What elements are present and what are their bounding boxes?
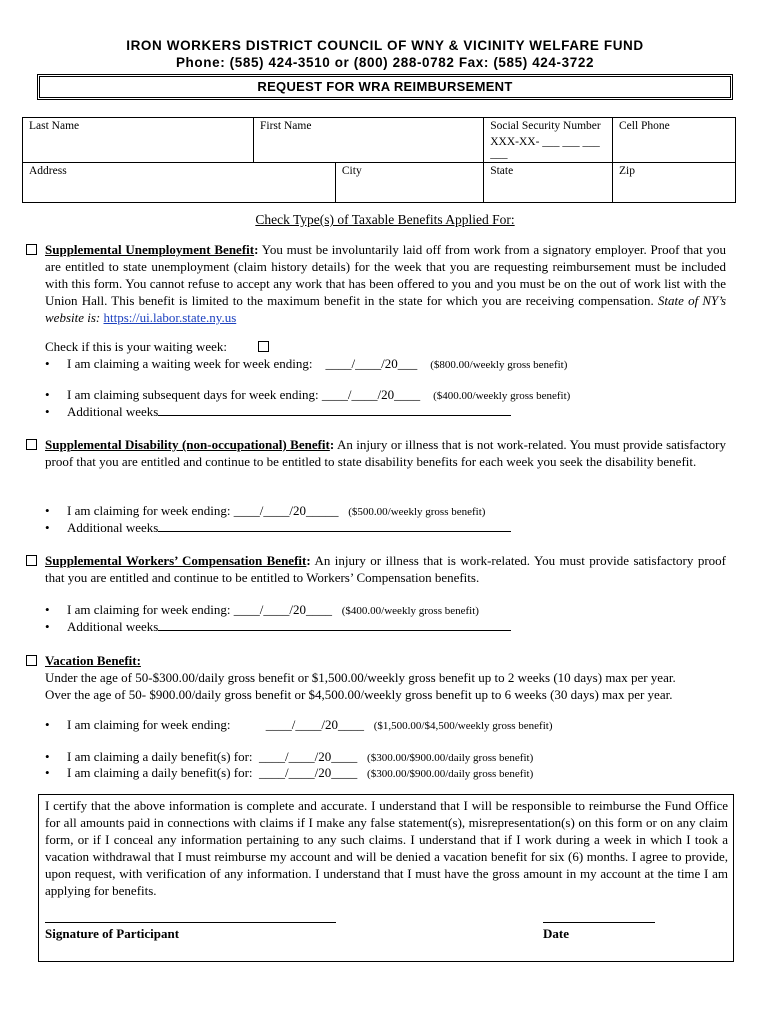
disability-claim-text: I am claiming for week ending: xyxy=(67,503,231,518)
disability-text: An injury or illness that is not work-related. You must provide satisfactory proof that you are entitled and continue to be entitled to state disability benefits for each week you seek the disability benefit. xyxy=(45,437,726,469)
subsequent-days-text: I am claiming subsequent days for week ending: xyxy=(67,387,319,402)
vacation-daily-row-2 xyxy=(45,764,533,783)
unemployment-additional-row xyxy=(45,403,511,420)
vacation-checkbox[interactable] xyxy=(26,655,37,666)
disability-additional-row xyxy=(45,519,511,536)
cell-phone-field[interactable] xyxy=(613,118,736,163)
bullet-icon: • xyxy=(45,619,50,634)
bullet-icon: • xyxy=(45,520,50,535)
zip-label: Zip xyxy=(619,165,635,177)
waiting-week-checkbox[interactable] xyxy=(258,341,269,352)
workers-comp-additional-row xyxy=(45,618,511,635)
unemployment-additional-input[interactable] xyxy=(158,403,511,416)
city-field[interactable] xyxy=(335,163,483,203)
zip-field[interactable] xyxy=(613,163,736,203)
waiting-week-date[interactable]: ____/____/20___ xyxy=(325,356,418,371)
vacation-daily-amount-1: ($300.00/$900.00/daily gross benefit) xyxy=(367,752,534,764)
state-field[interactable] xyxy=(484,163,613,203)
vacation-daily-date-1[interactable]: ____/____/20____ xyxy=(259,749,358,764)
subsequent-days-amount: ($400.00/weekly gross benefit) xyxy=(433,390,571,402)
disability-additional-input[interactable] xyxy=(158,519,511,532)
workers-comp-additional-label: Additional weeks xyxy=(67,619,159,634)
ssn-mask: XXX-XX- ___ ___ ___ ___ xyxy=(490,136,600,160)
disability-claim-date[interactable]: ____/____/20_____ xyxy=(233,503,339,518)
disability-claim-amount: ($500.00/weekly gross benefit) xyxy=(348,506,486,518)
ssn-field[interactable] xyxy=(484,118,613,163)
vacation-title: Vacation Benefit: xyxy=(45,653,141,668)
workers-comp-additional-input[interactable] xyxy=(158,618,511,631)
disability-title: Supplemental Disability (non-occupational) Benefit xyxy=(45,437,330,452)
vacation-under-50: Under the age of 50-$300.00/daily gross benefit or $1,500.00/weekly gross benefit up to 2 weeks (10 days) max per year. xyxy=(45,670,676,685)
disability-checkbox[interactable] xyxy=(26,439,37,450)
disability-additional-label: Additional weeks xyxy=(67,520,159,535)
waiting-week-text: I am claiming a waiting week for week ending: xyxy=(67,356,313,371)
ssn-label: Social Security Number xyxy=(490,120,601,132)
disability-section: Supplemental Disability (non-occupational) Benefit: An injury or illness that is not work-related. You must provide satisfactory proof that you are entitled and continue to be entitled to state disability benefits for each week you seek the disability benefit. xyxy=(45,437,726,469)
workers-comp-title: Supplemental Workers’ Compensation Benefit xyxy=(45,553,307,568)
last-name-field[interactable] xyxy=(23,118,254,163)
signature-line[interactable] xyxy=(45,922,336,923)
vacation-week-text: I am claiming for week ending: xyxy=(67,717,231,732)
bullet-icon: • xyxy=(45,503,50,518)
ny-website-label: State of NY’s website is: xyxy=(45,293,726,325)
bullet-icon: • xyxy=(45,387,50,402)
unemployment-text: You must be involuntarily laid off from work from a signatory employer. Proof that you are entitled to state unemployment (claim history details) for the week that you are requesting reimbursement must be included with this form. You cannot refuse to accept any work that has been offered to you and you must be on the out of work list with the Union Hall. This benefit is limited to the maximum benefit in the state for which you are receiving compensation. xyxy=(45,242,726,308)
workers-comp-text: An injury or illness that is work-related. You must provide satisfactory proof that you are entitled and continue to be entitled to Workers’ Compensation benefits. xyxy=(45,553,726,585)
vacation-week-amount: ($1,500.00/$4,500/weekly gross benefit) xyxy=(373,720,553,732)
waiting-week-check-row xyxy=(45,338,227,355)
address-label: Address xyxy=(29,165,67,177)
bullet-icon: • xyxy=(45,602,50,617)
workers-comp-claim-amount: ($400.00/weekly gross benefit) xyxy=(341,605,479,617)
workers-comp-claim-date[interactable]: ____/____/20____ xyxy=(233,602,333,617)
vacation-daily-date-2[interactable]: ____/____/20____ xyxy=(259,765,358,780)
vacation-week-date[interactable]: ____/____/20____ xyxy=(265,717,365,732)
subsequent-days-date[interactable]: ____/____/20____ xyxy=(321,387,421,402)
date-label: Date xyxy=(543,926,569,941)
first-name-field[interactable] xyxy=(254,118,484,163)
check-types-heading: Check Type(s) of Taxable Benefits Applied For: xyxy=(255,212,515,227)
contact-phone: Phone: (585) 424-3510 or (800) 288-0782 Fax: (585) 424-3722 xyxy=(175,55,595,70)
vacation-daily-text-2: I am claiming a daily benefit(s) for: xyxy=(67,765,253,780)
vacation-daily-text-1: I am claiming a daily benefit(s) for: xyxy=(67,749,253,764)
ny-website-link[interactable]: https://ui.labor.state.ny.us xyxy=(103,310,237,325)
unemployment-title: Supplemental Unemployment Benefit xyxy=(45,242,255,257)
waiting-week-check-label: Check if this is your waiting week: xyxy=(45,339,227,354)
signature-label: Signature of Participant xyxy=(45,926,180,941)
org-name: IRON WORKERS DISTRICT COUNCIL OF WNY & VICINITY WELFARE FUND xyxy=(126,38,644,53)
participant-info-table xyxy=(22,117,736,203)
vacation-over-50: Over the age of 50- $900.00/daily gross benefit or $4,500.00/weekly gross benefit up to 6 weeks (30 days) max per year. xyxy=(45,687,673,702)
workers-comp-section: Supplemental Workers’ Compensation Benefit: An injury or illness that is work-related. You must provide satisfactory proof that you are entitled and continue to be entitled to Workers’ Compensation benefits. xyxy=(45,553,726,585)
certification-text: I certify that the above information is complete and accurate. I understand that I will be responsible to reimburse the Fund Office for all amounts paid in connections with claims if I make any false statement(s), misrepresentation(s) on this form or on any claim form, or if I conceal any information pertaining to any such claims. I understand that if I work during a week in which I took a vacation withdrawal that I must reimburse my account and will be denied a vacation benefit for six (6) months. I agree to provide, upon request, with verification of any information. I understand that I must have the gross amount in my account at the time I am applying for benefits. xyxy=(45,798,728,898)
workers-comp-checkbox[interactable] xyxy=(26,555,37,566)
unemployment-checkbox[interactable] xyxy=(26,244,37,255)
bullet-icon: • xyxy=(45,717,50,732)
bullet-icon: • xyxy=(45,765,50,780)
bullet-icon: • xyxy=(45,404,50,419)
state-label: State xyxy=(490,165,514,177)
city-label: City xyxy=(341,165,362,177)
unemployment-section: Supplemental Unemployment Benefit: You must be involuntarily laid off from work from a signatory employer. Proof that you are entitled to state unemployment (claim history details) for the week that you are requesting reimbursement must be included with this form. You cannot refuse to accept any work that has been offered to you and you must be on the out of work list with the Union Hall. This benefit is limited to the maximum benefit in the state for which you are receiving compensation. State of NY’s website is: https://ui.labor.state.ny.us xyxy=(45,242,726,325)
address-field[interactable] xyxy=(23,163,336,203)
vacation-week-row xyxy=(45,716,552,735)
first-name-label: First Name xyxy=(260,120,312,132)
vacation-daily-amount-2: ($300.00/$900.00/daily gross benefit) xyxy=(367,768,534,780)
last-name-label: Last Name xyxy=(29,120,80,132)
workers-comp-claim-text: I am claiming for week ending: xyxy=(67,602,231,617)
bullet-icon: • xyxy=(45,749,50,764)
cell-phone-label: Cell Phone xyxy=(619,120,670,132)
date-line[interactable] xyxy=(543,922,655,923)
vacation-section xyxy=(45,652,726,703)
waiting-week-amount: ($800.00/weekly gross benefit) xyxy=(430,359,568,371)
unemployment-additional-label: Additional weeks xyxy=(67,404,159,419)
waiting-week-row xyxy=(45,355,567,374)
bullet-icon: • xyxy=(45,356,50,371)
form-title: REQUEST FOR WRA REIMBURSEMENT xyxy=(37,74,733,100)
